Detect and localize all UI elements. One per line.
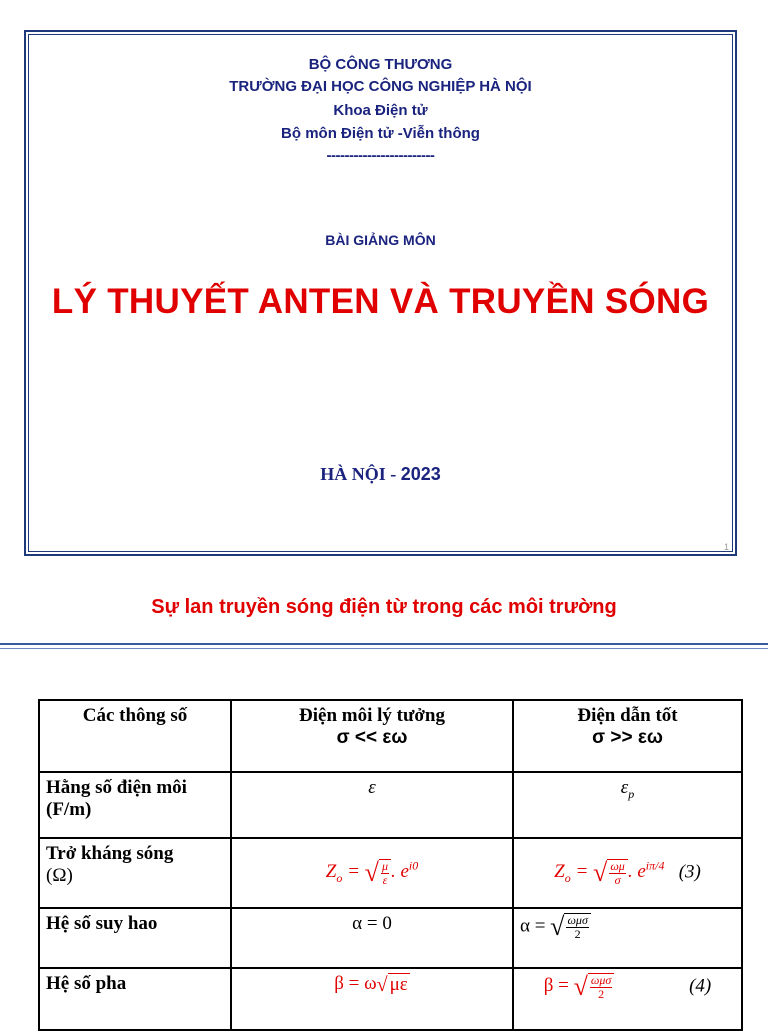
title-rule	[0, 643, 768, 645]
row-label: Trở kháng sóng (Ω)	[39, 838, 231, 908]
faculty-name: Khoa Điện tử	[333, 102, 428, 119]
row-label: Hằng số điện môi (F/m)	[39, 772, 231, 838]
formula-epsilon-p: $\varepsilon_p$	[513, 772, 742, 838]
ministry-name: BỘ CÔNG THƯƠNG	[308, 56, 453, 73]
header-param: Các thông số	[39, 700, 231, 772]
page-number: 1	[723, 542, 729, 552]
title-rule-thin	[0, 648, 768, 649]
table-row	[39, 838, 742, 908]
formula-beta-conductor: β = √ $\frac{\text{ωμσ}}{2}$ (4)	[513, 968, 742, 1030]
formula-alpha-conductor: α = √ $\frac{\text{ωμσ}}{2}$	[513, 908, 742, 968]
formula-z0-dielectric: $Z_o$ = √ $\frac{\mu}{\varepsilon}$ . $e^{i0}$	[231, 838, 513, 908]
parameters-table	[38, 699, 743, 1031]
formula-z0-conductor: $Z_o$ = √ $\frac{\omega\mu}{\sigma}$ . $e^{i\pi/4}$ (3)	[513, 838, 742, 908]
header-dielectric: Điện môi lý tưởng σ << εω	[231, 700, 513, 772]
formula-epsilon: ε	[231, 772, 513, 838]
header-conductor: Điện dẫn tốt σ >> εω	[513, 700, 742, 772]
equation-number: (4)	[689, 975, 712, 997]
table-row	[39, 772, 742, 838]
university-name: TRƯỜNG ĐẠI HỌC CÔNG NGHIỆP HÀ NỘI	[229, 78, 532, 95]
title-slide	[24, 30, 737, 556]
divider-line: ------------------------	[326, 147, 435, 164]
department-name: Bộ môn Điện tử -Viễn thông	[281, 125, 480, 142]
lecture-label: BÀI GIẢNG MÔN	[325, 232, 436, 248]
slide2-title: Sự lan truyền sóng điện từ trong các môi trường	[151, 596, 617, 618]
row-label: Hệ số pha	[39, 968, 231, 1030]
course-title: LÝ THUYẾT ANTEN VÀ TRUYỀN SÓNG	[51, 282, 710, 321]
table-row	[39, 968, 742, 1030]
formula-beta-dielectric: β = ω √ με	[231, 968, 513, 1030]
table-row	[39, 908, 742, 968]
equation-number: (3)	[678, 861, 701, 883]
table-header-row	[39, 700, 742, 772]
place-year	[26, 464, 735, 485]
city: HÀ NỘI -	[320, 464, 401, 484]
row-label: Hệ số suy hao	[39, 908, 231, 968]
year: 2023	[400, 464, 441, 484]
formula-alpha-dielectric: α = 0	[231, 908, 513, 968]
